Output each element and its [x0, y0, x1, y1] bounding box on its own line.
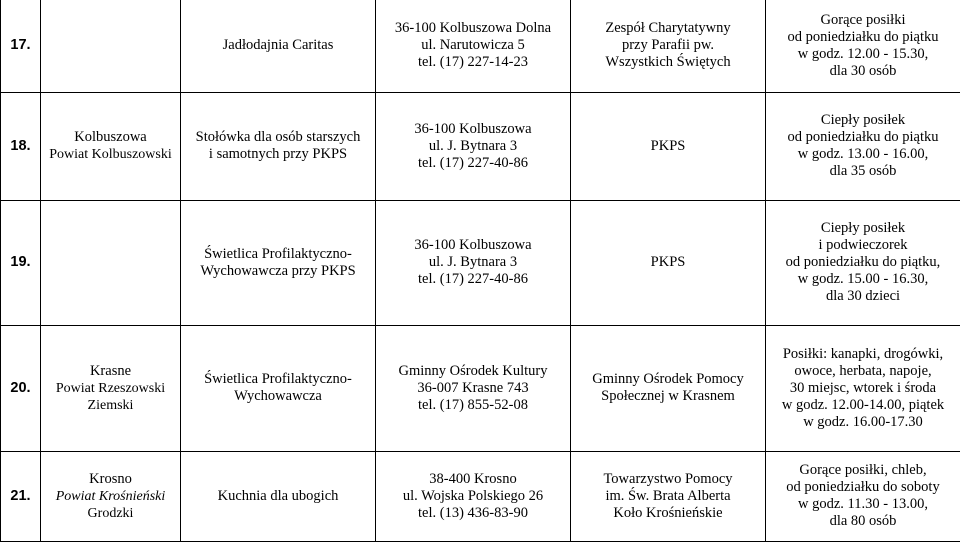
address-cell: [376, 325, 571, 451]
organizer-cell: [571, 92, 766, 200]
offer-line: owoce, herbata, napoje,: [769, 363, 957, 380]
offer-line: w godz. 12.00-14.00, piątek: [769, 397, 957, 414]
facility-name-cell: [181, 451, 376, 541]
offer-line: w godz. 13.00 - 16.00,: [769, 146, 957, 163]
place-district: Powiat Krośnieński: [44, 488, 177, 505]
address-line: tel. (17) 227-40-86: [379, 155, 567, 172]
address-line: 38-400 Krosno: [379, 471, 567, 488]
offer-cell: [766, 0, 960, 92]
facility-name-cell: [181, 325, 376, 451]
facility-name-cell: [181, 0, 376, 92]
facility-name-line: i samotnych przy PKPS: [184, 146, 372, 163]
address-cell: [376, 92, 571, 200]
address-line: 36-100 Kolbuszowa: [379, 237, 567, 254]
organizer-cell: [571, 200, 766, 325]
address-line: 36-007 Krasne 743: [379, 380, 567, 397]
place-name: Krosno: [44, 471, 177, 488]
organizer-cell: [571, 451, 766, 541]
facility-name-line: Wychowawcza: [184, 388, 372, 405]
place-district: Powiat Rzeszowski: [44, 380, 177, 397]
place-cell: [41, 200, 181, 325]
organizer-line: Zespół Charytatywny: [574, 20, 762, 37]
offer-line: Gorące posiłki, chleb,: [769, 462, 957, 479]
offer-line: w godz. 11.30 - 13.00,: [769, 496, 957, 513]
facility-name-line: Świetlica Profilaktyczno-: [184, 246, 372, 263]
table-row: [1, 200, 960, 325]
offer-line: Ciepły posiłek: [769, 220, 957, 237]
place-cell: [41, 325, 181, 451]
offer-line: w godz. 12.00 - 15.30,: [769, 46, 957, 63]
address-line: 36-100 Kolbuszowa Dolna: [379, 20, 567, 37]
offer-line: dla 35 osób: [769, 163, 957, 180]
offer-line: dla 80 osób: [769, 513, 957, 530]
place-cell: [41, 92, 181, 200]
row-number: 19.: [1, 200, 41, 325]
address-cell: [376, 200, 571, 325]
facility-name-cell: [181, 92, 376, 200]
offer-line: od poniedziałku do piątku,: [769, 254, 957, 271]
address-line: tel. (17) 227-40-86: [379, 271, 567, 288]
table-row: [1, 451, 960, 541]
address-line: 36-100 Kolbuszowa: [379, 121, 567, 138]
organizer-line: Towarzystwo Pomocy: [574, 471, 762, 488]
table-row: [1, 92, 960, 200]
place-name: Krasne: [44, 363, 177, 380]
offer-line: 30 miejsc, wtorek i środa: [769, 380, 957, 397]
offer-line: i podwieczorek: [769, 237, 957, 254]
offer-cell: [766, 92, 960, 200]
facility-name-line: Wychowawcza przy PKPS: [184, 263, 372, 280]
row-number: 20.: [1, 325, 41, 451]
facility-name-line: Jadłodajnia Caritas: [184, 37, 372, 54]
offer-cell: [766, 325, 960, 451]
organizer-line: PKPS: [574, 138, 762, 155]
offer-line: dla 30 dzieci: [769, 288, 957, 305]
organizer-cell: [571, 325, 766, 451]
offer-line: dla 30 osób: [769, 63, 957, 80]
offer-cell: [766, 451, 960, 541]
table-row: [1, 0, 960, 92]
place-district: Ziemski: [44, 397, 177, 414]
offer-cell: [766, 200, 960, 325]
facility-name-line: Świetlica Profilaktyczno-: [184, 371, 372, 388]
facility-name-line: Kuchnia dla ubogich: [184, 488, 372, 505]
address-line: ul. Narutowicza 5: [379, 37, 567, 54]
address-line: tel. (17) 227-14-23: [379, 54, 567, 71]
row-number: 18.: [1, 92, 41, 200]
offer-line: w godz. 16.00-17.30: [769, 414, 957, 431]
offer-line: w godz. 15.00 - 16.30,: [769, 271, 957, 288]
row-number: 21.: [1, 451, 41, 541]
offer-line: od poniedziałku do piątku: [769, 129, 957, 146]
place-name: Kolbuszowa: [44, 129, 177, 146]
organizer-line: Gminny Ośrodek Pomocy: [574, 371, 762, 388]
facility-name-line: Stołówka dla osób starszych: [184, 129, 372, 146]
offer-line: Posiłki: kanapki, drogówki,: [769, 346, 957, 363]
organizer-line: PKPS: [574, 254, 762, 271]
address-line: ul. J. Bytnara 3: [379, 254, 567, 271]
organizer-line: przy Parafii pw.: [574, 37, 762, 54]
address-line: Gminny Ośrodek Kultury: [379, 363, 567, 380]
organizer-line: Społecznej w Krasnem: [574, 388, 762, 405]
address-line: tel. (13) 436-83-90: [379, 505, 567, 522]
offer-line: od poniedziałku do soboty: [769, 479, 957, 496]
place-district: Powiat Kolbuszowski: [44, 146, 177, 163]
organizer-line: Koło Krośnieńskie: [574, 505, 762, 522]
place-cell: [41, 451, 181, 541]
organizer-cell: [571, 0, 766, 92]
organizer-line: Wszystkich Świętych: [574, 54, 762, 71]
place-district: Grodzki: [44, 505, 177, 522]
offer-line: Gorące posiłki: [769, 12, 957, 29]
offer-line: od poniedziałku do piątku: [769, 29, 957, 46]
address-line: tel. (17) 855-52-08: [379, 397, 567, 414]
offer-line: Ciepły posiłek: [769, 112, 957, 129]
address-cell: [376, 451, 571, 541]
table-row: [1, 325, 960, 451]
address-line: ul. Wojska Polskiego 26: [379, 488, 567, 505]
row-number: 17.: [1, 0, 41, 92]
facility-name-cell: [181, 200, 376, 325]
place-cell: [41, 0, 181, 92]
organizer-line: im. Św. Brata Alberta: [574, 488, 762, 505]
address-cell: [376, 0, 571, 92]
address-line: ul. J. Bytnara 3: [379, 138, 567, 155]
